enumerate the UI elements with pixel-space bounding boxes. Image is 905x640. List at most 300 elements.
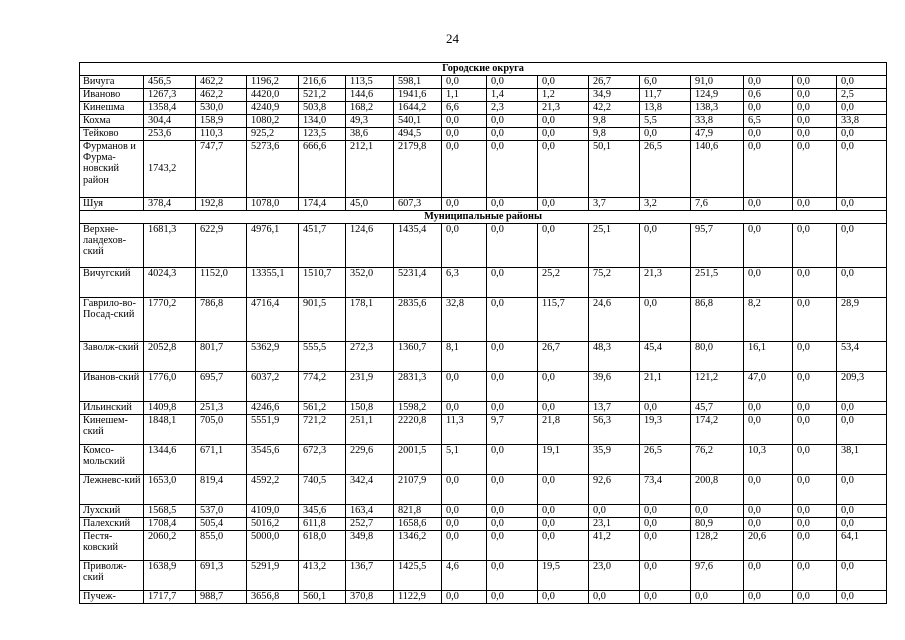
row-name: Кинешем-ский — [80, 415, 144, 445]
value-cell: 0,0 — [837, 402, 887, 415]
value-cell: 0,0 — [487, 445, 538, 475]
row-name: Тейково — [80, 128, 144, 141]
value-cell: 370,8 — [346, 591, 394, 604]
value-cell: 48,3 — [589, 342, 640, 372]
value-cell: 35,9 — [589, 445, 640, 475]
value-cell: 378,4 — [144, 198, 196, 211]
page-number: 24 — [446, 31, 459, 46]
value-cell: 462,2 — [196, 89, 247, 102]
value-cell: 503,8 — [299, 102, 346, 115]
value-cell: 0,0 — [744, 591, 793, 604]
value-cell: 1358,4 — [144, 102, 196, 115]
value-cell: 4716,4 — [247, 298, 299, 342]
value-cell: 0,0 — [744, 268, 793, 298]
value-cell: 0,0 — [538, 475, 589, 505]
value-cell: 1080,2 — [247, 115, 299, 128]
value-cell: 4420,0 — [247, 89, 299, 102]
value-cell: 26,7 — [589, 76, 640, 89]
value-cell: 56,3 — [589, 415, 640, 445]
value-cell: 115,7 — [538, 298, 589, 342]
value-cell: 0,0 — [837, 76, 887, 89]
value-cell: 50,1 — [589, 141, 640, 198]
value-cell: 26,5 — [640, 141, 691, 198]
value-cell: 0,0 — [487, 198, 538, 211]
value-cell: 345,6 — [299, 505, 346, 518]
table-row — [80, 561, 887, 591]
value-cell: 1941,6 — [394, 89, 442, 102]
value-cell: 110,3 — [196, 128, 247, 141]
value-cell: 4976,1 — [247, 224, 299, 268]
table-row — [80, 224, 887, 268]
row-name: Комсо-мольский — [80, 445, 144, 475]
value-cell: 855,0 — [196, 531, 247, 561]
value-cell: 0,0 — [744, 505, 793, 518]
value-cell: 0,0 — [538, 505, 589, 518]
value-cell: 0,0 — [538, 402, 589, 415]
value-cell: 0,0 — [442, 141, 487, 198]
value-cell: 0,0 — [793, 102, 837, 115]
value-cell: 0,0 — [442, 518, 487, 531]
section-header-row — [80, 63, 887, 76]
value-cell: 0,0 — [538, 224, 589, 268]
value-cell: 34,9 — [589, 89, 640, 102]
value-cell: 5551,9 — [247, 415, 299, 445]
value-cell: 0,0 — [442, 115, 487, 128]
value-cell: 0,0 — [640, 224, 691, 268]
value-cell: 42,2 — [589, 102, 640, 115]
value-cell: 1425,5 — [394, 561, 442, 591]
value-cell: 462,2 — [196, 76, 247, 89]
value-cell: 5000,0 — [247, 531, 299, 561]
value-cell: 671,1 — [196, 445, 247, 475]
value-cell: 1743,2 — [144, 141, 196, 198]
value-cell: 6,5 — [744, 115, 793, 128]
table-row — [80, 198, 887, 211]
value-cell: 75,2 — [589, 268, 640, 298]
value-cell: 1653,0 — [144, 475, 196, 505]
value-cell: 1122,9 — [394, 591, 442, 604]
table-row — [80, 76, 887, 89]
value-cell: 7,6 — [691, 198, 744, 211]
value-cell: 6037,2 — [247, 372, 299, 402]
value-cell: 0,0 — [487, 475, 538, 505]
value-cell: 0,0 — [442, 402, 487, 415]
value-cell: 0,0 — [640, 531, 691, 561]
value-cell: 0,0 — [793, 591, 837, 604]
value-cell: 0,0 — [793, 342, 837, 372]
value-cell: 0,0 — [744, 402, 793, 415]
value-cell: 272,3 — [346, 342, 394, 372]
value-cell: 1,4 — [487, 89, 538, 102]
value-cell: 0,0 — [640, 402, 691, 415]
value-cell: 0,0 — [793, 561, 837, 591]
value-cell: 786,8 — [196, 298, 247, 342]
value-cell: 0,0 — [487, 342, 538, 372]
value-cell: 13355,1 — [247, 268, 299, 298]
value-cell: 19,3 — [640, 415, 691, 445]
value-cell: 691,3 — [196, 561, 247, 591]
value-cell: 76,2 — [691, 445, 744, 475]
value-cell: 2220,8 — [394, 415, 442, 445]
value-cell: 8,1 — [442, 342, 487, 372]
value-cell: 0,0 — [793, 76, 837, 89]
value-cell: 0,0 — [793, 505, 837, 518]
value-cell: 801,7 — [196, 342, 247, 372]
value-cell: 1152,0 — [196, 268, 247, 298]
value-cell: 1568,5 — [144, 505, 196, 518]
value-cell: 253,6 — [144, 128, 196, 141]
value-cell: 304,4 — [144, 115, 196, 128]
value-cell: 5,5 — [640, 115, 691, 128]
value-cell: 821,8 — [394, 505, 442, 518]
value-cell: 144,6 — [346, 89, 394, 102]
value-cell: 0,0 — [442, 591, 487, 604]
value-cell: 24,6 — [589, 298, 640, 342]
value-cell: 0,0 — [487, 298, 538, 342]
value-cell: 251,1 — [346, 415, 394, 445]
value-cell: 2052,8 — [144, 342, 196, 372]
value-cell: 0,0 — [487, 505, 538, 518]
value-cell: 3656,8 — [247, 591, 299, 604]
value-cell: 32,8 — [442, 298, 487, 342]
section-header-row — [80, 211, 887, 224]
value-cell: 0,0 — [744, 76, 793, 89]
value-cell: 0,0 — [487, 115, 538, 128]
value-cell: 251,3 — [196, 402, 247, 415]
value-cell: 1267,3 — [144, 89, 196, 102]
value-cell: 124,6 — [346, 224, 394, 268]
value-cell: 0,0 — [691, 505, 744, 518]
value-cell: 0,0 — [442, 128, 487, 141]
value-cell: 1708,4 — [144, 518, 196, 531]
value-cell: 158,9 — [196, 115, 247, 128]
value-cell: 0,0 — [744, 224, 793, 268]
value-cell: 124,9 — [691, 89, 744, 102]
value-cell: 521,2 — [299, 89, 346, 102]
value-cell: 25,2 — [538, 268, 589, 298]
value-cell: 561,2 — [299, 402, 346, 415]
section-title: Городские округа — [80, 63, 887, 76]
value-cell: 0,0 — [793, 268, 837, 298]
value-cell: 0,0 — [744, 198, 793, 211]
value-cell: 705,0 — [196, 415, 247, 445]
value-cell: 0,0 — [744, 561, 793, 591]
value-cell: 231,9 — [346, 372, 394, 402]
value-cell: 0,0 — [442, 475, 487, 505]
row-name: Иваново — [80, 89, 144, 102]
value-cell: 8,2 — [744, 298, 793, 342]
value-cell: 21,3 — [640, 268, 691, 298]
row-name: Ильинский — [80, 402, 144, 415]
value-cell: 0,0 — [837, 505, 887, 518]
row-name: Фурманов и Фурма-новский район — [80, 141, 144, 198]
value-cell: 0,0 — [589, 505, 640, 518]
value-cell: 4592,2 — [247, 475, 299, 505]
value-cell: 23,0 — [589, 561, 640, 591]
value-cell: 0,0 — [640, 128, 691, 141]
value-cell: 0,0 — [793, 445, 837, 475]
value-cell: 0,0 — [442, 76, 487, 89]
value-cell: 774,2 — [299, 372, 346, 402]
value-cell: 19,1 — [538, 445, 589, 475]
value-cell: 49,3 — [346, 115, 394, 128]
value-cell: 113,5 — [346, 76, 394, 89]
value-cell: 3,2 — [640, 198, 691, 211]
value-cell: 23,1 — [589, 518, 640, 531]
value-cell: 9,8 — [589, 128, 640, 141]
row-name: Шуя — [80, 198, 144, 211]
value-cell: 0,0 — [487, 591, 538, 604]
value-cell: 1848,1 — [144, 415, 196, 445]
value-cell: 5273,6 — [247, 141, 299, 198]
table-row — [80, 372, 887, 402]
value-cell: 4246,6 — [247, 402, 299, 415]
value-cell: 128,2 — [691, 531, 744, 561]
row-name: Кинешма — [80, 102, 144, 115]
value-cell: 1776,0 — [144, 372, 196, 402]
value-cell: 1360,7 — [394, 342, 442, 372]
value-cell: 451,7 — [299, 224, 346, 268]
value-cell: 672,3 — [299, 445, 346, 475]
value-cell: 0,6 — [744, 89, 793, 102]
value-cell: 0,0 — [487, 224, 538, 268]
value-cell: 2835,6 — [394, 298, 442, 342]
value-cell: 86,8 — [691, 298, 744, 342]
table-row — [80, 531, 887, 561]
value-cell: 1346,2 — [394, 531, 442, 561]
value-cell: 0,0 — [837, 268, 887, 298]
value-cell: 0,0 — [744, 475, 793, 505]
value-cell: 0,0 — [538, 115, 589, 128]
value-cell: 0,0 — [589, 591, 640, 604]
value-cell: 38,1 — [837, 445, 887, 475]
value-cell: 1196,2 — [247, 76, 299, 89]
row-name: Вичуга — [80, 76, 144, 89]
value-cell: 0,0 — [793, 531, 837, 561]
value-cell: 0,0 — [837, 591, 887, 604]
value-cell: 740,5 — [299, 475, 346, 505]
value-cell: 695,7 — [196, 372, 247, 402]
value-cell: 1638,9 — [144, 561, 196, 591]
value-cell: 3,7 — [589, 198, 640, 211]
value-cell: 2179,8 — [394, 141, 442, 198]
value-cell: 0,0 — [538, 518, 589, 531]
value-cell: 530,0 — [196, 102, 247, 115]
value-cell: 0,0 — [640, 591, 691, 604]
value-cell: 252,7 — [346, 518, 394, 531]
section-title: Муниципальные районы — [80, 211, 887, 224]
table-row — [80, 445, 887, 475]
value-cell: 666,6 — [299, 141, 346, 198]
value-cell: 1435,4 — [394, 224, 442, 268]
value-cell: 11,7 — [640, 89, 691, 102]
value-cell: 4024,3 — [144, 268, 196, 298]
table-row — [80, 102, 887, 115]
value-cell: 20,6 — [744, 531, 793, 561]
value-cell: 39,6 — [589, 372, 640, 402]
value-cell: 53,4 — [837, 342, 887, 372]
value-cell: 47,0 — [744, 372, 793, 402]
row-name: Вичугский — [80, 268, 144, 298]
table-row — [80, 475, 887, 505]
value-cell: 1644,2 — [394, 102, 442, 115]
value-cell: 95,7 — [691, 224, 744, 268]
value-cell: 1344,6 — [144, 445, 196, 475]
value-cell: 0,0 — [793, 224, 837, 268]
value-cell: 45,7 — [691, 402, 744, 415]
value-cell: 0,0 — [793, 141, 837, 198]
value-cell: 45,4 — [640, 342, 691, 372]
table-row — [80, 141, 887, 198]
table-row — [80, 402, 887, 415]
value-cell: 0,0 — [487, 561, 538, 591]
value-cell: 212,1 — [346, 141, 394, 198]
data-table — [79, 62, 887, 604]
value-cell: 123,5 — [299, 128, 346, 141]
value-cell: 0,0 — [837, 128, 887, 141]
value-cell: 11,3 — [442, 415, 487, 445]
value-cell: 0,0 — [744, 128, 793, 141]
value-cell: 0,0 — [837, 198, 887, 211]
row-name: Верхне-ландехов-ский — [80, 224, 144, 268]
value-cell: 80,0 — [691, 342, 744, 372]
value-cell: 0,0 — [487, 141, 538, 198]
value-cell: 2001,5 — [394, 445, 442, 475]
table-row — [80, 342, 887, 372]
value-cell: 505,4 — [196, 518, 247, 531]
value-cell: 0,0 — [837, 224, 887, 268]
value-cell: 622,9 — [196, 224, 247, 268]
value-cell: 1717,7 — [144, 591, 196, 604]
value-cell: 0,0 — [538, 531, 589, 561]
value-cell: 73,4 — [640, 475, 691, 505]
value-cell: 6,6 — [442, 102, 487, 115]
value-cell: 540,1 — [394, 115, 442, 128]
value-cell: 0,0 — [487, 128, 538, 141]
value-cell: 216,6 — [299, 76, 346, 89]
value-cell: 2107,9 — [394, 475, 442, 505]
value-cell: 251,5 — [691, 268, 744, 298]
value-cell: 80,9 — [691, 518, 744, 531]
value-cell: 136,7 — [346, 561, 394, 591]
row-name: Лухский — [80, 505, 144, 518]
value-cell: 28,9 — [837, 298, 887, 342]
value-cell: 19,5 — [538, 561, 589, 591]
value-cell: 16,1 — [744, 342, 793, 372]
value-cell: 611,8 — [299, 518, 346, 531]
value-cell: 140,6 — [691, 141, 744, 198]
table-row — [80, 89, 887, 102]
value-cell: 21,8 — [538, 415, 589, 445]
value-cell: 1658,6 — [394, 518, 442, 531]
value-cell: 33,8 — [837, 115, 887, 128]
value-cell: 555,5 — [299, 342, 346, 372]
value-cell: 174,2 — [691, 415, 744, 445]
value-cell: 229,6 — [346, 445, 394, 475]
value-cell: 1598,2 — [394, 402, 442, 415]
value-cell: 134,0 — [299, 115, 346, 128]
table-row — [80, 415, 887, 445]
value-cell: 0,0 — [538, 591, 589, 604]
value-cell: 41,2 — [589, 531, 640, 561]
value-cell: 819,4 — [196, 475, 247, 505]
value-cell: 168,2 — [346, 102, 394, 115]
value-cell: 174,4 — [299, 198, 346, 211]
value-cell: 988,7 — [196, 591, 247, 604]
value-cell: 21,3 — [538, 102, 589, 115]
table-row — [80, 298, 887, 342]
table-row — [80, 128, 887, 141]
value-cell: 178,1 — [346, 298, 394, 342]
row-name: Гаврило-во-Посад-ский — [80, 298, 144, 342]
value-cell: 0,0 — [640, 298, 691, 342]
row-name: Пучеж- — [80, 591, 144, 604]
value-cell: 2060,2 — [144, 531, 196, 561]
value-cell: 0,0 — [640, 518, 691, 531]
value-cell: 163,4 — [346, 505, 394, 518]
value-cell: 9,8 — [589, 115, 640, 128]
table-row — [80, 505, 887, 518]
value-cell: 0,0 — [793, 475, 837, 505]
value-cell: 97,6 — [691, 561, 744, 591]
value-cell: 0,0 — [442, 224, 487, 268]
value-cell: 10,3 — [744, 445, 793, 475]
value-cell: 91,0 — [691, 76, 744, 89]
value-cell: 721,2 — [299, 415, 346, 445]
value-cell: 1,1 — [442, 89, 487, 102]
value-cell: 26,5 — [640, 445, 691, 475]
value-cell: 0,0 — [487, 531, 538, 561]
value-cell: 2831,3 — [394, 372, 442, 402]
value-cell: 560,1 — [299, 591, 346, 604]
value-cell: 192,8 — [196, 198, 247, 211]
row-name: Приволж-ский — [80, 561, 144, 591]
value-cell: 0,0 — [538, 141, 589, 198]
value-cell: 4240,9 — [247, 102, 299, 115]
row-name: Лежневс-кий — [80, 475, 144, 505]
table-row — [80, 115, 887, 128]
value-cell: 0,0 — [487, 402, 538, 415]
value-cell: 0,0 — [538, 76, 589, 89]
value-cell: 0,0 — [691, 591, 744, 604]
value-cell: 0,0 — [538, 372, 589, 402]
value-cell: 5016,2 — [247, 518, 299, 531]
value-cell: 25,1 — [589, 224, 640, 268]
value-cell: 200,8 — [691, 475, 744, 505]
value-cell: 0,0 — [837, 561, 887, 591]
value-cell: 5231,4 — [394, 268, 442, 298]
value-cell: 0,0 — [487, 372, 538, 402]
value-cell: 6,3 — [442, 268, 487, 298]
value-cell: 0,0 — [442, 531, 487, 561]
value-cell: 26,7 — [538, 342, 589, 372]
value-cell: 1681,3 — [144, 224, 196, 268]
value-cell: 607,3 — [394, 198, 442, 211]
table-row — [80, 518, 887, 531]
table-row — [80, 268, 887, 298]
value-cell: 1770,2 — [144, 298, 196, 342]
value-cell: 0,0 — [744, 415, 793, 445]
value-cell: 0,0 — [640, 561, 691, 591]
value-cell: 0,0 — [744, 141, 793, 198]
value-cell: 0,0 — [487, 268, 538, 298]
value-cell: 138,3 — [691, 102, 744, 115]
value-cell: 5291,9 — [247, 561, 299, 591]
value-cell: 598,1 — [394, 76, 442, 89]
value-cell: 0,0 — [837, 475, 887, 505]
value-cell: 0,0 — [837, 415, 887, 445]
value-cell: 0,0 — [793, 115, 837, 128]
